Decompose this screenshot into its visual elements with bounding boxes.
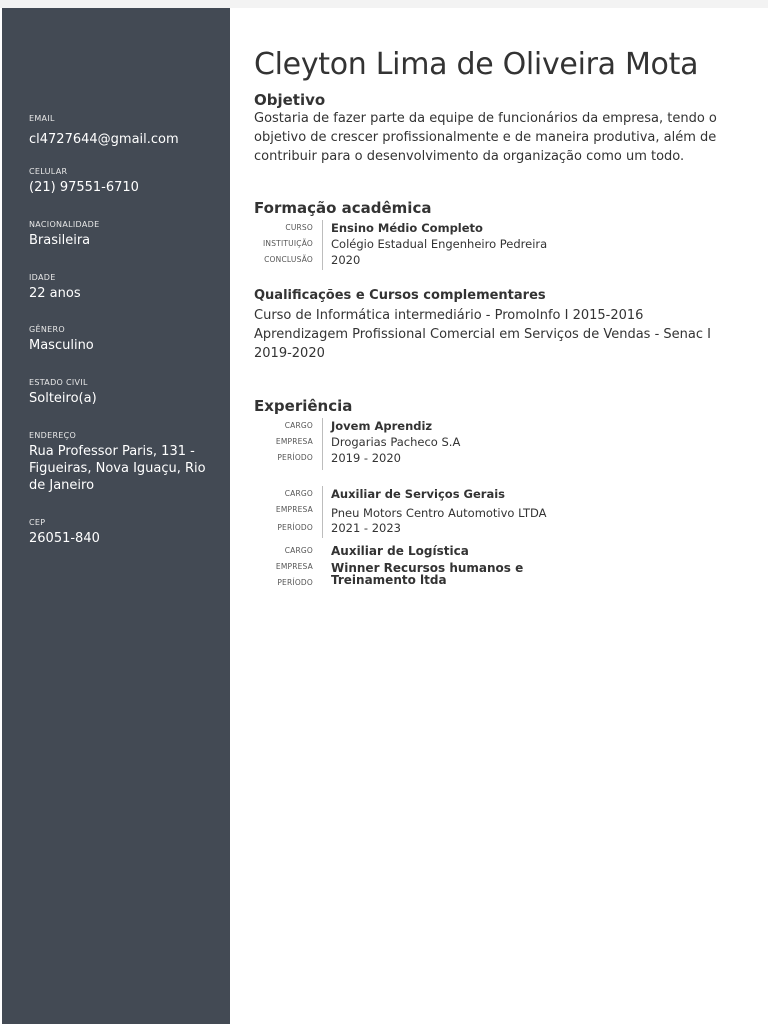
field-gender: [29, 325, 219, 354]
company-value: Drogarias Pacheco S.A: [331, 435, 461, 449]
education-course-row: [254, 220, 724, 236]
age-value: 22 anos: [29, 286, 81, 301]
email-value[interactable]: cl4727644@gmail.com: [29, 132, 179, 147]
period-label: PERÍODO: [277, 523, 313, 532]
course-label: CURSO: [285, 223, 313, 232]
company-row: [254, 502, 724, 520]
cep-label: CEP: [29, 518, 46, 527]
qualifications-list: [254, 306, 724, 363]
experience-entry: [254, 543, 724, 591]
role-value: Jovem Aprendiz: [331, 419, 433, 433]
field-age: [29, 273, 219, 302]
top-strip: [0, 0, 768, 8]
objective-title: Objetivo: [254, 91, 326, 109]
cep-value: 26051-840: [29, 531, 100, 546]
field-email: [29, 114, 219, 148]
field-cep: [29, 518, 219, 547]
role-row: [254, 486, 724, 502]
education-institution-row: [254, 236, 724, 252]
conclusion-label: CONCLUSÃO: [264, 255, 313, 264]
nationality-value: Brasileira: [29, 233, 91, 248]
nationality-label: NACIONALIDADE: [29, 220, 100, 229]
education-entry: [254, 220, 724, 268]
marital-status-label: ESTADO CIVIL: [29, 378, 88, 387]
gender-label: GÊNERO: [29, 325, 65, 334]
company-label: EMPRESA: [275, 437, 313, 446]
period-row: [254, 520, 724, 536]
phone-label: CELULAR: [29, 167, 68, 176]
field-address: [29, 431, 219, 494]
sidebar: [2, 8, 230, 1024]
role-value: Auxiliar de Logística: [331, 544, 469, 558]
company-line: Winner Recursos humanos e: [331, 561, 524, 575]
age-label: IDADE: [29, 273, 56, 282]
period-label: PERÍODO: [277, 453, 313, 462]
company-label: EMPRESA: [275, 505, 313, 514]
role-label: CARGO: [284, 546, 313, 555]
role-row: [254, 543, 724, 559]
education-title: Formação acadêmica: [254, 199, 432, 217]
marital-status-value: Solteiro(a): [29, 391, 97, 406]
period-value: 2021 - 2023: [331, 521, 401, 535]
candidate-name: Cleyton Lima de Oliveira Mota: [254, 47, 699, 82]
role-value: Auxiliar de Serviços Gerais: [331, 487, 506, 501]
address-value: Rua Professor Paris, 131 - Figueiras, Nova Iguaçu, Rio de Janeiro: [29, 444, 206, 493]
experience-entry: [254, 486, 724, 536]
experience-entry: [254, 418, 724, 466]
period-row: [254, 450, 724, 466]
phone-value: (21) 97551-6710: [29, 180, 139, 195]
course-value: Ensino Médio Completo: [331, 221, 483, 235]
experience-title: Experiência: [254, 397, 353, 415]
field-marital-status: [29, 378, 219, 407]
email-label: EMAIL: [29, 114, 55, 123]
qualifications-title: Qualificações e Cursos complementares: [254, 288, 546, 303]
company-label: EMPRESA: [275, 562, 313, 571]
education-conclusion-row: [254, 252, 724, 268]
qualification-item: Aprendizagem Profissional Comercial em Serviços de Vendas - Senac I 2019-2020: [254, 327, 711, 361]
institution-value: Colégio Estadual Engenheiro Pedreira: [331, 237, 548, 251]
period-value: 2019 - 2020: [331, 451, 401, 465]
address-label: ENDEREÇO: [29, 431, 77, 440]
qualification-item: Curso de Informática intermediário - PromoInfo I 2015-2016: [254, 308, 644, 323]
period-label: PERÍODO: [277, 578, 313, 587]
period-row: [254, 575, 724, 591]
role-label: CARGO: [284, 489, 313, 498]
objective-text: Gostaria de fazer parte da equipe de funcionários da empresa, tendo o objetivo de crescer profissionalmente e de maneira produtiva, além de contribuir para o desenvolvimento da organização como um todo.: [254, 111, 717, 164]
institution-label: INSTITUIÇÃO: [263, 239, 313, 248]
company-value: Pneu Motors Centro Automotivo LTDA: [331, 506, 547, 520]
role-row: [254, 418, 724, 434]
company-row: [254, 434, 724, 450]
field-phone: [29, 167, 219, 196]
role-label: CARGO: [284, 421, 313, 430]
gender-value: Masculino: [29, 338, 94, 353]
field-nationality: [29, 220, 219, 249]
company-line: Treinamento ltda: [331, 573, 447, 587]
conclusion-value: 2020: [331, 253, 361, 267]
